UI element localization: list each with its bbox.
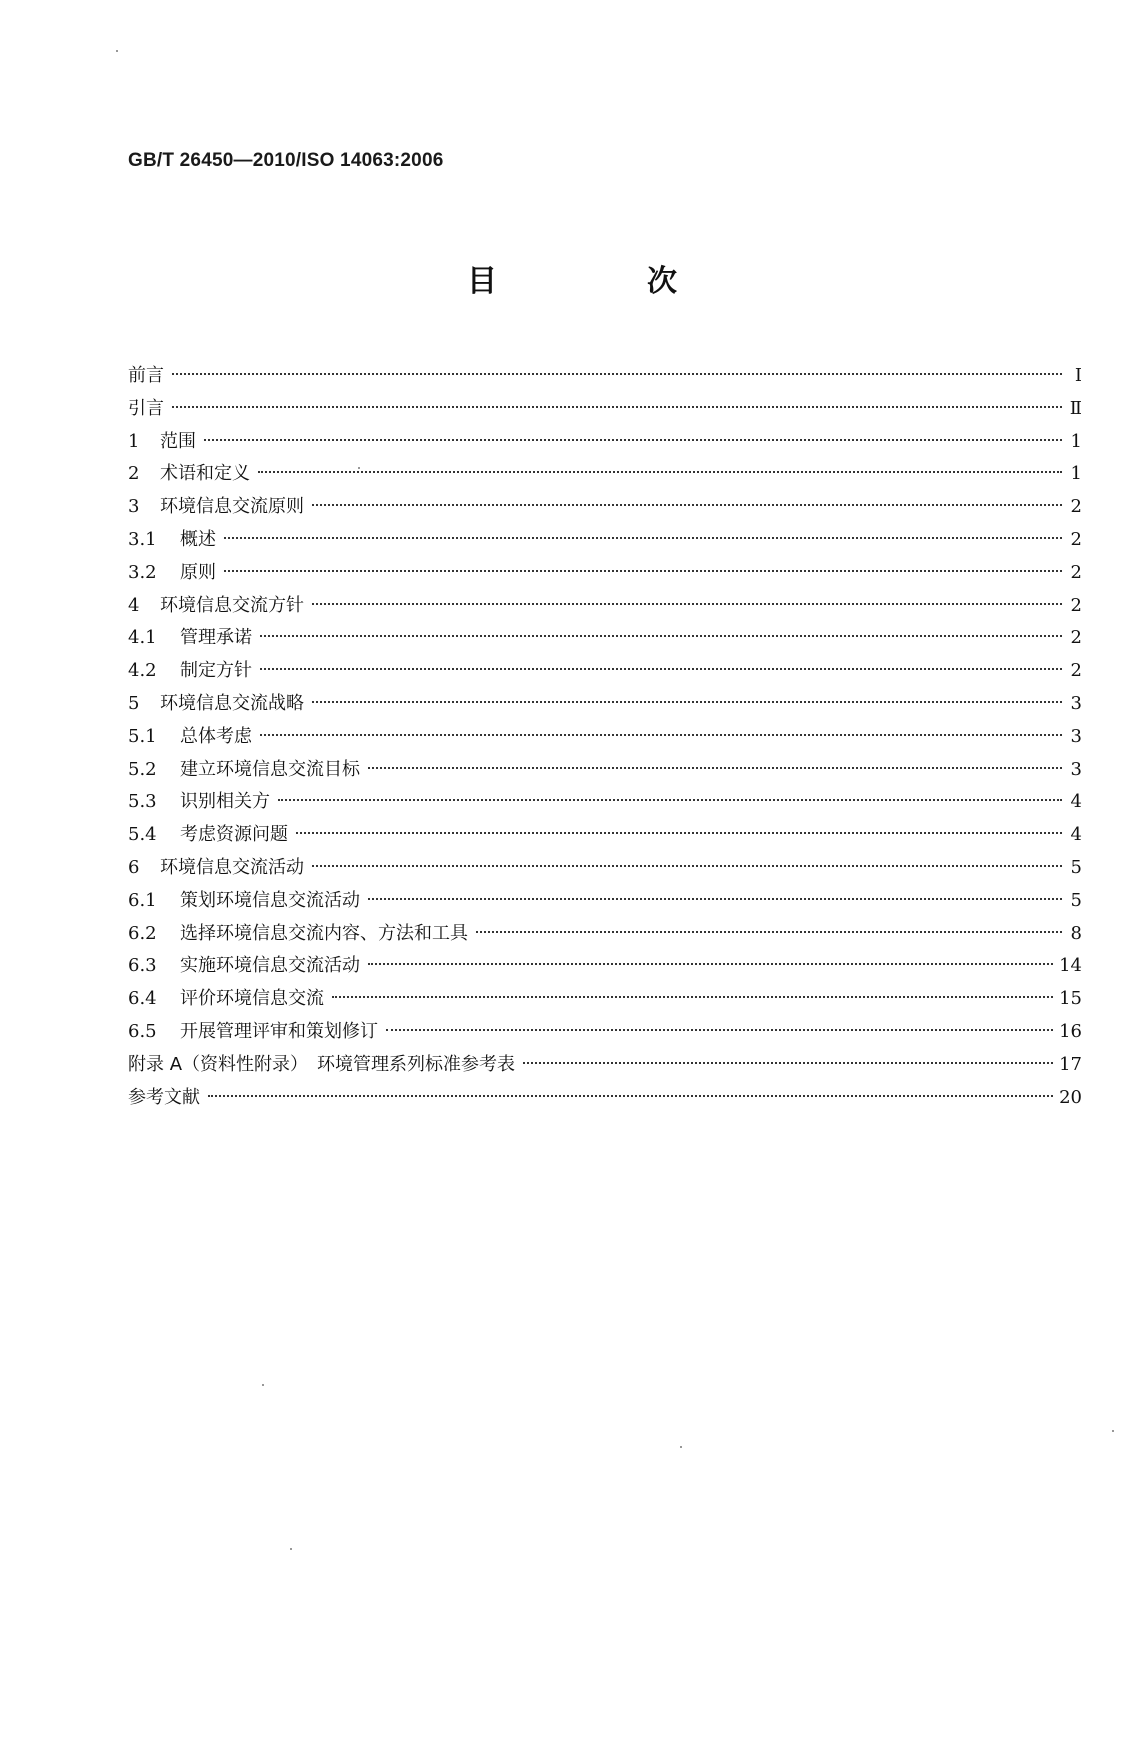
toc-dot-leader	[312, 701, 1062, 703]
toc-entry-number: 3.1	[128, 528, 157, 550]
toc-entry-page: 1	[1070, 430, 1082, 452]
toc-entry-label: 附录 A（资料性附录） 环境管理系列标准参考表	[128, 1053, 516, 1075]
toc-entry-page: 3	[1070, 692, 1082, 714]
toc-entry-label: 评价环境信息交流	[180, 988, 324, 1010]
toc-entry[interactable]	[128, 1082, 1082, 1115]
toc-entry-number: 5.1	[128, 725, 157, 747]
toc-entry[interactable]	[128, 688, 1082, 721]
toc-entry[interactable]	[128, 458, 1082, 491]
toc-dot-leader	[258, 471, 1062, 473]
toc-entry-number: 5.4	[128, 824, 157, 846]
toc-dot-leader	[260, 635, 1062, 637]
toc-entry-label: 概述	[180, 528, 216, 550]
toc-entry-page: 2	[1070, 594, 1082, 616]
toc-entry[interactable]	[128, 524, 1082, 557]
toc-entry-page: 5	[1070, 856, 1082, 878]
toc-entry-label: 实施环境信息交流活动	[180, 955, 360, 977]
toc-dot-leader	[368, 963, 1053, 965]
toc-entry-number: 4.1	[128, 627, 157, 649]
toc-entry-page: Ⅱ	[1069, 397, 1082, 419]
scan-speck	[680, 1446, 682, 1448]
toc-entry[interactable]	[128, 721, 1082, 754]
toc-entry[interactable]	[128, 393, 1082, 426]
toc-entry-number: 5.3	[128, 791, 157, 813]
scan-speck	[116, 50, 118, 52]
toc-entry-label: 管理承诺	[180, 627, 252, 649]
toc-entry-number: 6.4	[128, 988, 157, 1010]
toc-entry-label: 参考文献	[128, 1086, 200, 1108]
toc-dot-leader	[172, 406, 1062, 408]
toc-dot-leader	[368, 898, 1062, 900]
toc-dot-leader	[278, 799, 1062, 801]
toc-entry[interactable]	[128, 655, 1082, 688]
toc-entry-page: 16	[1059, 1020, 1082, 1042]
scan-speck	[290, 1548, 292, 1550]
toc-title: 目 次	[467, 264, 737, 299]
toc-entry[interactable]	[128, 557, 1082, 590]
toc-entry-label: 建立环境信息交流目标	[180, 758, 360, 780]
toc-entry-page: 2	[1070, 496, 1082, 518]
scan-speck	[262, 1384, 264, 1386]
toc-entry[interactable]	[128, 918, 1082, 951]
toc-entry-page: Ⅰ	[1074, 365, 1082, 386]
toc-entry-label: 考虑资源问题	[180, 824, 288, 846]
table-of-contents	[128, 360, 1082, 1114]
toc-entry[interactable]	[128, 1049, 1082, 1082]
toc-entry-page: 5	[1070, 889, 1082, 911]
toc-entry-page: 2	[1070, 627, 1082, 649]
toc-dot-leader	[523, 1062, 1053, 1064]
toc-entry-label: 前言	[128, 365, 164, 386]
toc-entry[interactable]	[128, 754, 1082, 787]
toc-entry[interactable]	[128, 491, 1082, 524]
toc-entry-page: 20	[1059, 1086, 1082, 1108]
scan-speck	[358, 467, 360, 469]
toc-entry[interactable]	[128, 1016, 1082, 1049]
toc-entry[interactable]	[128, 852, 1082, 885]
toc-dot-leader	[260, 668, 1062, 670]
toc-entry-number: 6	[128, 856, 140, 878]
toc-entry[interactable]	[128, 950, 1082, 983]
toc-dot-leader	[172, 373, 1062, 375]
toc-entry-number: 6.5	[128, 1020, 157, 1042]
toc-entry[interactable]	[128, 885, 1082, 918]
toc-dot-leader	[208, 1095, 1053, 1097]
toc-entry-label: 原则	[180, 561, 216, 583]
toc-dot-leader	[332, 996, 1053, 998]
toc-entry-page: 2	[1070, 660, 1082, 682]
toc-entry-number: 3	[128, 496, 140, 518]
toc-entry-number: 1	[128, 430, 140, 452]
toc-dot-leader	[312, 865, 1062, 867]
toc-entry-page: 17	[1059, 1053, 1082, 1075]
toc-entry-page: 1	[1070, 463, 1082, 485]
toc-entry-number: 6.2	[128, 922, 157, 944]
toc-entry[interactable]	[128, 622, 1082, 655]
toc-entry-page: 14	[1059, 955, 1082, 977]
toc-entry-number: 5.2	[128, 758, 157, 780]
toc-dot-leader	[312, 504, 1062, 506]
toc-entry[interactable]	[128, 360, 1082, 393]
toc-dot-leader	[368, 767, 1062, 769]
toc-entry-label: 识别相关方	[180, 791, 270, 813]
toc-dot-leader	[476, 931, 1062, 933]
toc-entry[interactable]	[128, 819, 1082, 852]
toc-entry[interactable]	[128, 426, 1082, 459]
toc-entry-label: 策划环境信息交流活动	[180, 889, 360, 911]
scan-speck	[1112, 1430, 1114, 1432]
toc-entry-label: 制定方针	[180, 660, 252, 682]
toc-entry-label: 总体考虑	[180, 725, 252, 747]
toc-entry[interactable]	[128, 786, 1082, 819]
toc-entry-number: 3.2	[128, 561, 157, 583]
toc-entry-label: 选择环境信息交流内容、方法和工具	[180, 922, 468, 944]
toc-dot-leader	[204, 439, 1062, 441]
toc-dot-leader	[312, 603, 1062, 605]
toc-entry-page: 15	[1059, 988, 1082, 1010]
toc-entry-number: 6.3	[128, 955, 157, 977]
toc-entry-label: 术语和定义	[160, 463, 250, 485]
standard-code-header: GB/T 26450—2010/ISO 14063:2006	[128, 150, 444, 171]
toc-entry-label: 环境信息交流战略	[160, 692, 304, 714]
toc-entry-page: 2	[1070, 561, 1082, 583]
toc-entry-label: 范围	[160, 430, 196, 452]
toc-entry-number: 4.2	[128, 660, 157, 682]
toc-dot-leader	[296, 832, 1062, 834]
toc-entry-number: 2	[128, 463, 140, 485]
toc-entry-label: 引言	[128, 397, 164, 419]
toc-entry-page: 4	[1070, 824, 1082, 846]
toc-entry-page: 3	[1070, 725, 1082, 747]
toc-entry-label: 开展管理评审和策划修订	[180, 1020, 378, 1042]
toc-entry-label: 环境信息交流活动	[160, 856, 304, 878]
toc-dot-leader	[224, 570, 1062, 572]
toc-entry[interactable]	[128, 983, 1082, 1016]
toc-entry-page: 3	[1070, 758, 1082, 780]
toc-entry-label: 环境信息交流方针	[160, 594, 304, 616]
toc-entry-page: 2	[1070, 528, 1082, 550]
toc-entry[interactable]	[128, 590, 1082, 623]
toc-entry-number: 5	[128, 692, 140, 714]
toc-entry-page: 8	[1070, 922, 1082, 944]
toc-dot-leader	[386, 1029, 1053, 1031]
toc-entry-number: 4	[128, 594, 140, 616]
toc-entry-page: 4	[1070, 791, 1082, 813]
toc-entry-label: 环境信息交流原则	[160, 496, 304, 518]
toc-dot-leader	[224, 537, 1062, 539]
toc-entry-number: 6.1	[128, 889, 157, 911]
toc-dot-leader	[260, 734, 1062, 736]
